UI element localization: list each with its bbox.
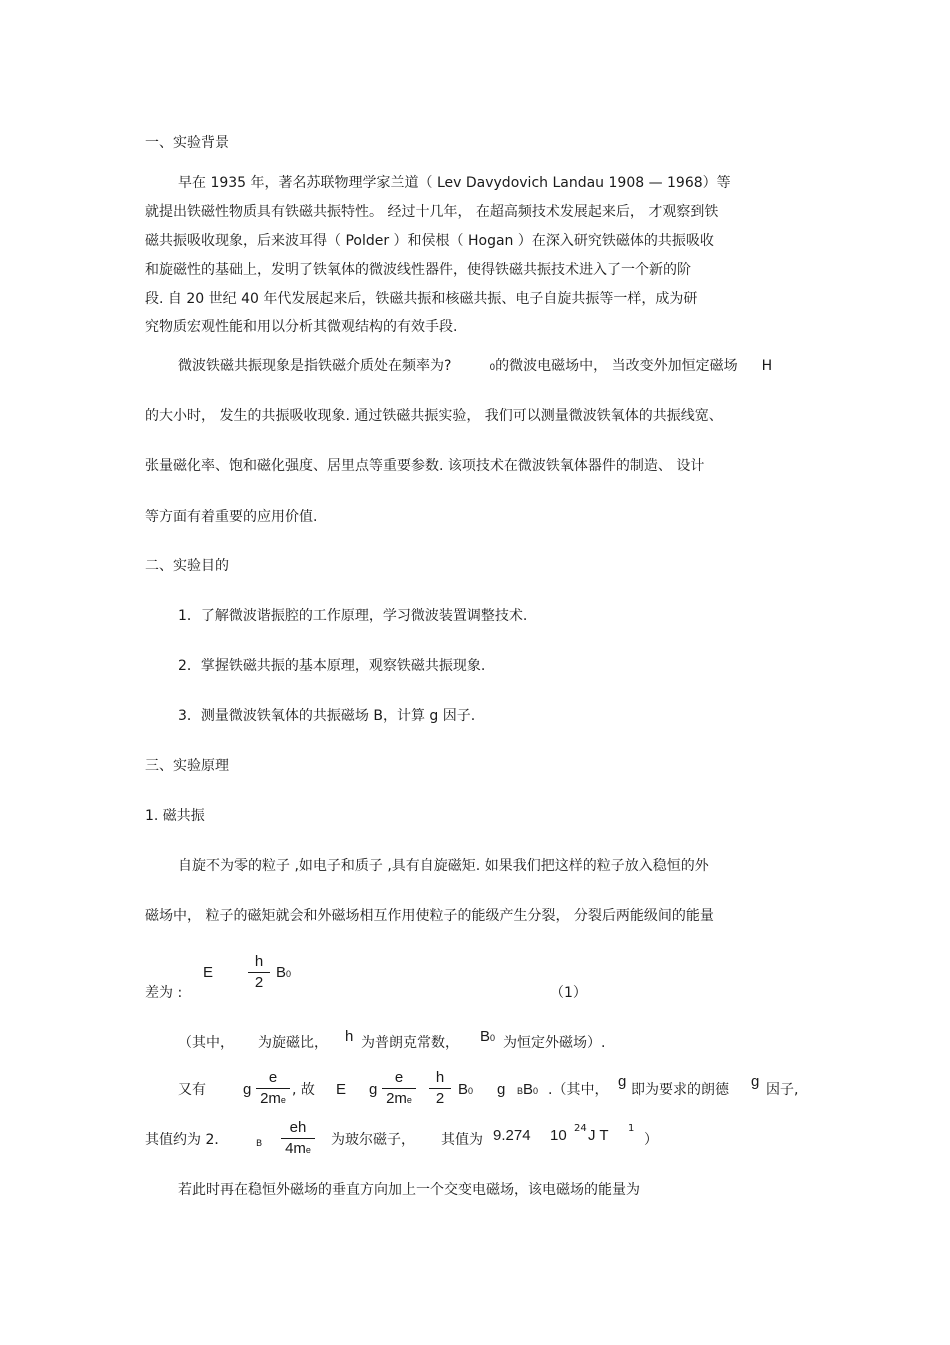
eq-value: 10 bbox=[550, 1127, 567, 1144]
text-span: 为玻尔磁子， bbox=[331, 1132, 415, 1148]
text-span: B bbox=[523, 1081, 534, 1098]
denominator bbox=[281, 1139, 315, 1160]
list-item: 2．掌握铁磁共振的基本原理，观察铁磁共振现象. bbox=[178, 658, 486, 674]
eq-symbol: g bbox=[369, 1081, 378, 1098]
eq-symbol: g bbox=[618, 1073, 627, 1090]
eq-symbol: E bbox=[203, 964, 214, 981]
text-span: ） bbox=[644, 1132, 658, 1148]
text-span: 因子, bbox=[766, 1082, 799, 1098]
fraction bbox=[256, 1068, 290, 1110]
eq-symbol bbox=[458, 1081, 473, 1100]
fraction bbox=[382, 1068, 416, 1110]
eq-symbol bbox=[480, 1028, 495, 1047]
diff-label: 差为 : bbox=[145, 985, 183, 1001]
text-span: 为恒定外磁场）. bbox=[503, 1035, 606, 1051]
subscript: 0 bbox=[468, 1086, 474, 1096]
text-span: 4m bbox=[285, 1140, 306, 1157]
text-span: 微波铁磁共振现象是指铁磁介质处在频率为? bbox=[178, 358, 452, 374]
subscript: B bbox=[517, 1086, 524, 1096]
subsection-heading: 1. 磁共振 bbox=[145, 808, 205, 824]
eq-symbol: g bbox=[497, 1081, 506, 1098]
paragraph-line: 和旋磁性的基础上，发明了铁氧体的微波线性器件，使得铁磁共振技术进入了一个新的阶 bbox=[145, 262, 691, 278]
paragraph-line: 早在 1935 年，著名苏联物理学家兰道（ Lev Davydovich Landau 1908 — 1968）等 bbox=[178, 175, 731, 191]
numerator: e bbox=[268, 1069, 278, 1086]
text-span: 的微波电磁场中， 当改变外加恒定磁场 bbox=[495, 358, 738, 374]
section-heading-principle: 三、实验原理 bbox=[145, 758, 229, 774]
paragraph-line: 自旋不为零的粒子 ,如电子和质子 ,具有自旋磁矩. 如果我们把这样的粒子放入稳恒的外 bbox=[178, 858, 709, 874]
eq-symbol: g bbox=[751, 1073, 760, 1090]
text-span: B bbox=[458, 1081, 469, 1098]
text-span: 其值约为 2． bbox=[145, 1132, 229, 1148]
field-symbol: H bbox=[761, 358, 773, 374]
text-span: B bbox=[276, 964, 287, 981]
paragraph-line: 段. 自 20 世纪 40 年代发展起来后，铁磁共振和核磁共振、电子自旋共振等一样，成为研 bbox=[145, 291, 698, 307]
text-span: 2m bbox=[260, 1090, 281, 1107]
numerator: h bbox=[435, 1069, 445, 1086]
subscript: e bbox=[406, 1095, 412, 1105]
paragraph-line: 的大小时， 发生的共振吸收现象. 通过铁磁共振实验， 我们可以测量微波铁氧体的共振线宽、 bbox=[145, 408, 723, 424]
section-heading-purpose: 二、实验目的 bbox=[145, 558, 229, 574]
text-span: （其中， bbox=[178, 1035, 234, 1051]
eq-symbol: E bbox=[336, 1081, 347, 1098]
fraction bbox=[248, 952, 270, 993]
eq-symbol bbox=[276, 964, 291, 983]
eq-value: 9.274 bbox=[493, 1127, 531, 1144]
text-span: .（其中， bbox=[548, 1082, 609, 1098]
denominator: 2 bbox=[254, 974, 264, 991]
paragraph-line: 磁共振吸收现象，后来波耳得（ Polder ）和侯根（ Hogan ）在深入研究铁磁体的共振吸收 bbox=[145, 233, 714, 249]
text-span: 即为要求的朗德 bbox=[631, 1082, 729, 1098]
text-span: 为旋磁比， bbox=[258, 1035, 328, 1051]
eq-unit: J T bbox=[588, 1127, 609, 1144]
paragraph-line: 若此时再在稳恒外磁场的垂直方向加上一个交变电磁场，该电磁场的能量为 bbox=[178, 1182, 640, 1198]
section-heading-background: 一、实验背景 bbox=[145, 135, 229, 151]
text-span: 其值为 bbox=[441, 1132, 483, 1148]
subscript: e bbox=[305, 1145, 311, 1155]
text-span: B bbox=[480, 1028, 491, 1045]
equation-number: （1） bbox=[550, 985, 587, 1001]
fraction bbox=[281, 1118, 315, 1160]
text-span: , 故 bbox=[292, 1082, 315, 1098]
paragraph-line: 张量磁化率、饱和磁化强度、居里点等重要参数. 该项技术在微波铁氧体器件的制造、 设计 bbox=[145, 458, 705, 474]
eq-symbol: h bbox=[345, 1028, 354, 1045]
eq-symbol: g bbox=[243, 1081, 252, 1098]
list-item: 3．测量微波铁氧体的共振磁场 B，计算 g 因子. bbox=[178, 708, 476, 724]
denominator bbox=[256, 1089, 290, 1110]
paragraph-line: 就提出铁磁性物质具有铁磁共振特性。 经过十几年， 在超高频技术发展起来后， 才观察到铁 bbox=[145, 204, 719, 220]
subscript: e bbox=[280, 1095, 286, 1105]
eq-symbol bbox=[517, 1081, 538, 1100]
numerator: e bbox=[394, 1069, 404, 1086]
denominator bbox=[382, 1089, 416, 1110]
paragraph-line: 等方面有着重要的应用价值. bbox=[145, 509, 318, 525]
subscript: B bbox=[256, 1139, 263, 1149]
numerator: h bbox=[254, 953, 264, 970]
paragraph-line: 究物质宏观性能和用以分析其微观结构的有效手段. bbox=[145, 319, 458, 335]
subscript: 0 bbox=[489, 363, 496, 373]
paragraph-line: 磁场中， 粒子的磁矩就会和外磁场相互作用使粒子的能级产生分裂， 分裂后两能级间的能量 bbox=[145, 908, 714, 924]
subscript: 0 bbox=[286, 969, 292, 979]
denominator: 2 bbox=[435, 1090, 445, 1107]
list-item: 1．了解微波谐振腔的工作原理，学习微波装置调整技术. bbox=[178, 608, 528, 624]
text-span: 又有 bbox=[178, 1082, 206, 1098]
numerator: eh bbox=[289, 1119, 307, 1136]
paragraph-line-frequency bbox=[178, 357, 772, 377]
superscript: 24 bbox=[574, 1123, 587, 1134]
text-span: 2m bbox=[386, 1090, 407, 1107]
text-span: 为普朗克常数， bbox=[361, 1035, 459, 1051]
superscript: 1 bbox=[628, 1123, 635, 1134]
fraction bbox=[429, 1068, 451, 1109]
subscript: 0 bbox=[533, 1086, 539, 1096]
subscript: 0 bbox=[490, 1033, 496, 1043]
